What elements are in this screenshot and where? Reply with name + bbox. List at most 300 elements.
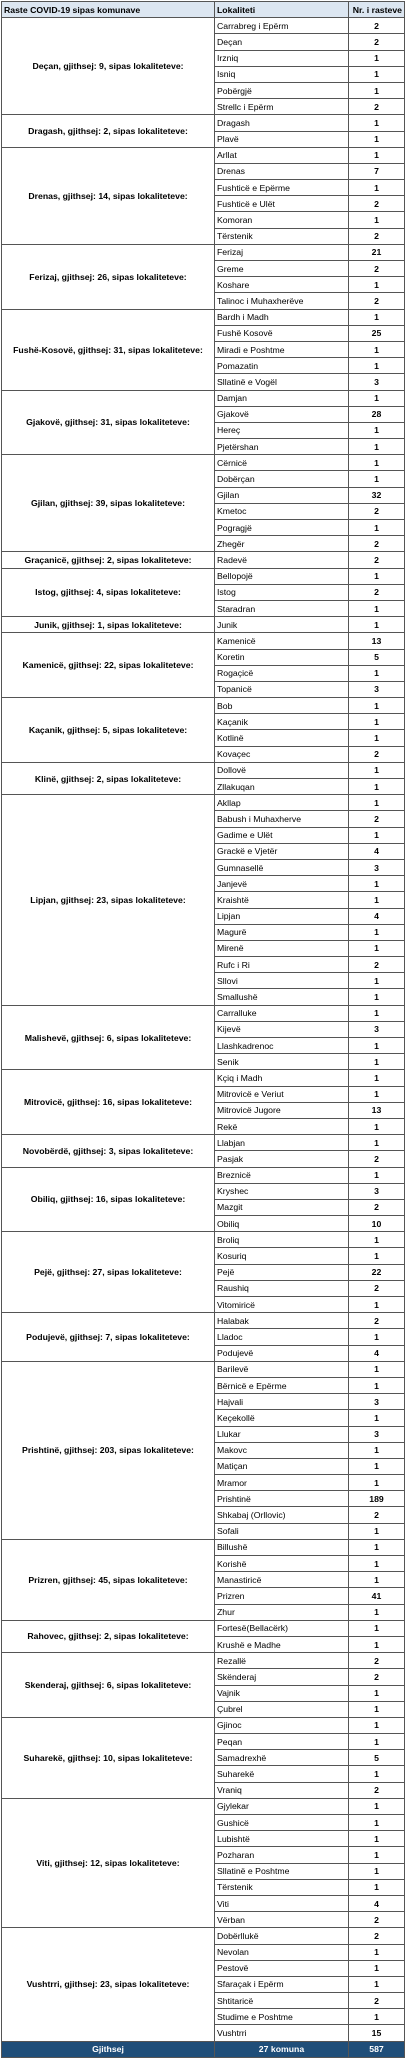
table-row <box>2 1232 405 1248</box>
municipality-cell: Drenas, gjithsej: 14, sipas lokaliteteve: <box>2 147 215 244</box>
locality-cell: Sllatinë e Poshtme <box>215 1863 349 1879</box>
case-count-cell: 1 <box>349 115 405 131</box>
case-count-cell: 1 <box>349 940 405 956</box>
table-header <box>2 2 405 18</box>
locality-cell: Senik <box>215 1054 349 1070</box>
case-count-cell: 2 <box>349 1199 405 1215</box>
case-count-cell: 1 <box>349 600 405 616</box>
locality-cell: Mitrovicë Jugore <box>215 1102 349 1118</box>
table-body <box>2 18 405 2041</box>
case-count-cell: 1 <box>349 1086 405 1102</box>
table-row <box>2 1717 405 1733</box>
locality-cell: Zllakuqan <box>215 779 349 795</box>
case-count-cell: 1 <box>349 1798 405 1814</box>
case-count-cell: 1 <box>349 455 405 471</box>
locality-cell: Prishtinë <box>215 1491 349 1507</box>
municipality-cell: Novobërdë, gjithsej: 3, sipas lokaliteteve: <box>2 1135 215 1167</box>
case-count-cell: 1 <box>349 471 405 487</box>
case-count-cell: 1 <box>349 520 405 536</box>
municipality-cell: Istog, gjithsej: 4, sipas lokaliteteve: <box>2 568 215 617</box>
locality-cell: Shkabaj (Orllovic) <box>215 1507 349 1523</box>
locality-cell: Broliq <box>215 1232 349 1248</box>
locality-cell: Matiçan <box>215 1458 349 1474</box>
locality-cell: Komoran <box>215 212 349 228</box>
case-count-cell: 3 <box>349 681 405 697</box>
case-count-cell: 1 <box>349 795 405 811</box>
locality-cell: Hereç <box>215 422 349 438</box>
case-count-cell: 1 <box>349 617 405 633</box>
case-count-cell: 1 <box>349 1620 405 1636</box>
total-municipalities: 27 komuna <box>215 2041 349 2057</box>
case-count-cell: 1 <box>349 390 405 406</box>
locality-cell: Mitrovicë e Veriut <box>215 1086 349 1102</box>
case-count-cell: 1 <box>349 309 405 325</box>
locality-cell: Rufc i Ri <box>215 957 349 973</box>
case-count-cell: 1 <box>349 358 405 374</box>
locality-cell: Kmetoc <box>215 503 349 519</box>
case-count-cell: 1 <box>349 892 405 908</box>
case-count-cell: 1 <box>349 989 405 1005</box>
case-count-cell: 10 <box>349 1216 405 1232</box>
case-count-cell: 1 <box>349 924 405 940</box>
case-count-cell: 1 <box>349 1879 405 1895</box>
locality-cell: Kamenicë <box>215 633 349 649</box>
table-row <box>2 1620 405 1636</box>
case-count-cell: 41 <box>349 1588 405 1604</box>
municipality-cell: Mitrovicë, gjithsej: 16, sipas lokaliteteve: <box>2 1070 215 1135</box>
case-count-cell: 1 <box>349 1070 405 1086</box>
locality-cell: Vajnik <box>215 1685 349 1701</box>
locality-cell: Babush i Muhaxherve <box>215 811 349 827</box>
table-row <box>2 1653 405 1669</box>
municipality-cell: Prishtinë, gjithsej: 203, sipas lokaliteteve: <box>2 1361 215 1539</box>
case-count-cell: 1 <box>349 277 405 293</box>
locality-cell: Gjilan <box>215 487 349 503</box>
locality-cell: Krushë e Madhe <box>215 1636 349 1652</box>
table-row <box>2 762 405 778</box>
locality-cell: Bërnicë e Epërme <box>215 1377 349 1393</box>
municipality-cell: Klinë, gjithsej: 2, sipas lokaliteteve: <box>2 762 215 794</box>
case-count-cell: 3 <box>349 1394 405 1410</box>
locality-cell: Samadrexhë <box>215 1750 349 1766</box>
locality-cell: Carralluke <box>215 1005 349 1021</box>
case-count-cell: 2 <box>349 1507 405 1523</box>
locality-cell: Shtitaricë <box>215 1993 349 2009</box>
locality-cell: Zhegër <box>215 536 349 552</box>
table-row <box>2 1313 405 1329</box>
locality-cell: Pejë <box>215 1264 349 1280</box>
table-row <box>2 698 405 714</box>
locality-cell: Fushticë e Ulët <box>215 196 349 212</box>
table-row <box>2 1070 405 1086</box>
case-count-cell: 1 <box>349 1572 405 1588</box>
case-count-cell: 4 <box>349 1345 405 1361</box>
case-count-cell: 1 <box>349 1118 405 1134</box>
locality-cell: Llukar <box>215 1426 349 1442</box>
total-row <box>2 2041 405 2057</box>
locality-cell: Istog <box>215 584 349 600</box>
municipality-cell: Pejë, gjithsej: 27, sipas lokaliteteve: <box>2 1232 215 1313</box>
case-count-cell: 1 <box>349 1248 405 1264</box>
case-count-cell: 13 <box>349 1102 405 1118</box>
locality-cell: Fortesë(Bellacërk) <box>215 1620 349 1636</box>
table-row <box>2 568 405 584</box>
case-count-cell: 5 <box>349 649 405 665</box>
locality-cell: Keçekollë <box>215 1410 349 1426</box>
locality-cell: Gjinoc <box>215 1717 349 1733</box>
locality-cell: Greme <box>215 261 349 277</box>
locality-cell: Barilevë <box>215 1361 349 1377</box>
case-count-cell: 2 <box>349 1782 405 1798</box>
header-case-count: Nr. i rasteve <box>349 2 405 18</box>
case-count-cell: 189 <box>349 1491 405 1507</box>
locality-cell: Korishë <box>215 1556 349 1572</box>
municipality-cell: Dragash, gjithsej: 2, sipas lokaliteteve: <box>2 115 215 147</box>
table-row <box>2 1135 405 1151</box>
locality-cell: Pogragjë <box>215 520 349 536</box>
locality-cell: Pasjak <box>215 1151 349 1167</box>
locality-cell: Smallushë <box>215 989 349 1005</box>
municipality-cell: Obiliq, gjithsej: 16, sipas lokaliteteve: <box>2 1167 215 1232</box>
locality-cell: Podujevë <box>215 1345 349 1361</box>
locality-cell: Fushë Kosovë <box>215 325 349 341</box>
locality-cell: Dobërllukë <box>215 1928 349 1944</box>
table-row <box>2 633 405 649</box>
table-row <box>2 147 405 163</box>
locality-cell: Viti <box>215 1895 349 1911</box>
locality-cell: Dragash <box>215 115 349 131</box>
locality-cell: Kovaçec <box>215 746 349 762</box>
locality-cell: Kijevë <box>215 1021 349 1037</box>
locality-cell: Bardh i Madh <box>215 309 349 325</box>
municipality-cell: Junik, gjithsej: 1, sipas lokaliteteve: <box>2 617 215 633</box>
case-count-cell: 4 <box>349 843 405 859</box>
case-count-cell: 1 <box>349 1847 405 1863</box>
covid-cases-table <box>1 1 405 2058</box>
case-count-cell: 1 <box>349 131 405 147</box>
case-count-cell: 15 <box>349 2025 405 2041</box>
table-row <box>2 455 405 471</box>
table-row <box>2 309 405 325</box>
case-count-cell: 2 <box>349 293 405 309</box>
municipality-cell: Graçanicë, gjithsej: 2, sipas lokaliteteve: <box>2 552 215 568</box>
locality-cell: Talinoc i Muhaxherëve <box>215 293 349 309</box>
locality-cell: Tërstenik <box>215 1879 349 1895</box>
locality-cell: Isniq <box>215 66 349 82</box>
locality-cell: Manastiricë <box>215 1572 349 1588</box>
locality-cell: Junik <box>215 617 349 633</box>
case-count-cell: 13 <box>349 633 405 649</box>
case-count-cell: 4 <box>349 908 405 924</box>
table-row <box>2 244 405 260</box>
case-count-cell: 2 <box>349 1313 405 1329</box>
locality-cell: Koshare <box>215 277 349 293</box>
case-count-cell: 1 <box>349 1523 405 1539</box>
case-count-cell: 2 <box>349 536 405 552</box>
locality-cell: Magurë <box>215 924 349 940</box>
locality-cell: Lladoc <box>215 1329 349 1345</box>
table-row <box>2 552 405 568</box>
table-footer <box>2 2041 405 2057</box>
case-count-cell: 2 <box>349 1151 405 1167</box>
case-count-cell: 1 <box>349 730 405 746</box>
case-count-cell: 2 <box>349 99 405 115</box>
case-count-cell: 2 <box>349 1912 405 1928</box>
case-count-cell: 2 <box>349 1993 405 2009</box>
case-count-cell: 1 <box>349 665 405 681</box>
locality-cell: Billushë <box>215 1539 349 1555</box>
locality-cell: Ferizaj <box>215 244 349 260</box>
case-count-cell: 2 <box>349 552 405 568</box>
case-count-cell: 5 <box>349 1750 405 1766</box>
locality-cell: Deçan <box>215 34 349 50</box>
case-count-cell: 1 <box>349 1442 405 1458</box>
locality-cell: Vitomiricë <box>215 1297 349 1313</box>
locality-cell: Strellc i Epërm <box>215 99 349 115</box>
case-count-cell: 1 <box>349 1232 405 1248</box>
locality-cell: Çubrel <box>215 1701 349 1717</box>
municipality-cell: Malishevë, gjithsej: 6, sipas lokaliteteve: <box>2 1005 215 1070</box>
case-count-cell: 2 <box>349 196 405 212</box>
municipality-cell: Kamenicë, gjithsej: 22, sipas lokaliteteve: <box>2 633 215 698</box>
locality-cell: Kaçanik <box>215 714 349 730</box>
locality-cell: Lipjan <box>215 908 349 924</box>
table-row <box>2 1005 405 1021</box>
total-label: Gjithsej <box>2 2041 215 2057</box>
case-count-cell: 1 <box>349 1556 405 1572</box>
case-count-cell: 1 <box>349 82 405 98</box>
locality-cell: Hajvali <box>215 1394 349 1410</box>
locality-cell: Miradi e Poshtme <box>215 341 349 357</box>
locality-cell: Breznicë <box>215 1167 349 1183</box>
table-row <box>2 795 405 811</box>
locality-cell: Topanicë <box>215 681 349 697</box>
municipality-cell: Viti, gjithsej: 12, sipas lokaliteteve: <box>2 1798 215 1928</box>
locality-cell: Pestovë <box>215 1960 349 1976</box>
locality-cell: Nevolan <box>215 1944 349 1960</box>
table-row <box>2 18 405 34</box>
case-count-cell: 2 <box>349 957 405 973</box>
locality-cell: Halabak <box>215 1313 349 1329</box>
case-count-cell: 3 <box>349 1021 405 1037</box>
case-count-cell: 1 <box>349 714 405 730</box>
locality-cell: Sllovi <box>215 973 349 989</box>
header-municipality: Raste COVID-19 sipas komunave <box>2 2 215 18</box>
municipality-cell: Skenderaj, gjithsej: 6, sipas lokaliteteve: <box>2 1653 215 1718</box>
locality-cell: Carrabreg i Epërm <box>215 18 349 34</box>
table-row <box>2 390 405 406</box>
municipality-cell: Ferizaj, gjithsej: 26, sipas lokaliteteve: <box>2 244 215 309</box>
case-count-cell: 1 <box>349 1539 405 1555</box>
locality-cell: Plavë <box>215 131 349 147</box>
locality-cell: Llabjan <box>215 1135 349 1151</box>
locality-cell: Kryshec <box>215 1183 349 1199</box>
case-count-cell: 32 <box>349 487 405 503</box>
locality-cell: Dollovë <box>215 762 349 778</box>
case-count-cell: 28 <box>349 406 405 422</box>
case-count-cell: 25 <box>349 325 405 341</box>
table-row <box>2 1928 405 1944</box>
case-count-cell: 1 <box>349 1604 405 1620</box>
table-row <box>2 617 405 633</box>
case-count-cell: 1 <box>349 212 405 228</box>
case-count-cell: 1 <box>349 1410 405 1426</box>
case-count-cell: 1 <box>349 1297 405 1313</box>
locality-cell: Kosuriq <box>215 1248 349 1264</box>
case-count-cell: 1 <box>349 2009 405 2025</box>
locality-cell: Rogaçicë <box>215 665 349 681</box>
municipality-cell: Prizren, gjithsej: 45, sipas lokaliteteve: <box>2 1539 215 1620</box>
locality-cell: Bellopojë <box>215 568 349 584</box>
locality-cell: Skënderaj <box>215 1669 349 1685</box>
locality-cell: Gjylekar <box>215 1798 349 1814</box>
case-count-cell: 1 <box>349 147 405 163</box>
case-count-cell: 1 <box>349 1863 405 1879</box>
case-count-cell: 1 <box>349 1766 405 1782</box>
locality-cell: Pomazatin <box>215 358 349 374</box>
case-count-cell: 2 <box>349 1669 405 1685</box>
municipality-cell: Gjilan, gjithsej: 39, sipas lokaliteteve: <box>2 455 215 552</box>
case-count-cell: 1 <box>349 1960 405 1976</box>
case-count-cell: 1 <box>349 973 405 989</box>
case-count-cell: 2 <box>349 1928 405 1944</box>
case-count-cell: 2 <box>349 228 405 244</box>
locality-cell: Prizren <box>215 1588 349 1604</box>
locality-cell: Raushiq <box>215 1280 349 1296</box>
locality-cell: Rezallë <box>215 1653 349 1669</box>
locality-cell: Cërnicë <box>215 455 349 471</box>
case-count-cell: 2 <box>349 503 405 519</box>
locality-cell: Pozharan <box>215 1847 349 1863</box>
locality-cell: Gadime e Ulët <box>215 827 349 843</box>
locality-cell: Obiliq <box>215 1216 349 1232</box>
case-count-cell: 1 <box>349 1475 405 1491</box>
case-count-cell: 1 <box>349 1831 405 1847</box>
case-count-cell: 1 <box>349 827 405 843</box>
case-count-cell: 1 <box>349 341 405 357</box>
case-count-cell: 1 <box>349 779 405 795</box>
locality-cell: Zhur <box>215 1604 349 1620</box>
case-count-cell: 1 <box>349 762 405 778</box>
locality-cell: Llashkadrenoc <box>215 1038 349 1054</box>
locality-cell: Sfaraçak i Epërm <box>215 1976 349 1992</box>
locality-cell: Bob <box>215 698 349 714</box>
locality-cell: Kçiq i Madh <box>215 1070 349 1086</box>
case-count-cell: 1 <box>349 698 405 714</box>
total-cases: 587 <box>349 2041 405 2057</box>
locality-cell: Gumnasellë <box>215 859 349 875</box>
case-count-cell: 3 <box>349 374 405 390</box>
municipality-cell: Suharekë, gjithsej: 10, sipas lokaliteteve: <box>2 1717 215 1798</box>
case-count-cell: 1 <box>349 1944 405 1960</box>
case-count-cell: 4 <box>349 1895 405 1911</box>
locality-cell: Sllatinë e Vogël <box>215 374 349 390</box>
locality-cell: Gjakovë <box>215 406 349 422</box>
case-count-cell: 22 <box>349 1264 405 1280</box>
header-locality: Lokaliteti <box>215 2 349 18</box>
locality-cell: Damjan <box>215 390 349 406</box>
case-count-cell: 1 <box>349 1135 405 1151</box>
case-count-cell: 2 <box>349 261 405 277</box>
municipality-cell: Podujevë, gjithsej: 7, sipas lokaliteteve: <box>2 1313 215 1362</box>
locality-cell: Tërstenik <box>215 228 349 244</box>
header-row <box>2 2 405 18</box>
case-count-cell: 1 <box>349 1976 405 1992</box>
case-count-cell: 3 <box>349 859 405 875</box>
case-count-cell: 1 <box>349 1167 405 1183</box>
case-count-cell: 2 <box>349 746 405 762</box>
case-count-cell: 1 <box>349 1038 405 1054</box>
locality-cell: Vërban <box>215 1912 349 1928</box>
case-count-cell: 2 <box>349 34 405 50</box>
case-count-cell: 1 <box>349 1636 405 1652</box>
locality-cell: Pjetërshan <box>215 439 349 455</box>
case-count-cell: 2 <box>349 1280 405 1296</box>
municipality-cell: Kaçanik, gjithsej: 5, sipas lokaliteteve: <box>2 698 215 763</box>
locality-cell: Pobërgjë <box>215 82 349 98</box>
table-row <box>2 1167 405 1183</box>
case-count-cell: 1 <box>349 180 405 196</box>
locality-cell: Janjevë <box>215 876 349 892</box>
case-count-cell: 1 <box>349 1054 405 1070</box>
case-count-cell: 1 <box>349 422 405 438</box>
locality-cell: Mazgit <box>215 1199 349 1215</box>
locality-cell: Dobërçan <box>215 471 349 487</box>
locality-cell: Akllap <box>215 795 349 811</box>
locality-cell: Suharekë <box>215 1766 349 1782</box>
case-count-cell: 2 <box>349 18 405 34</box>
locality-cell: Arllat <box>215 147 349 163</box>
case-count-cell: 21 <box>349 244 405 260</box>
case-count-cell: 2 <box>349 1653 405 1669</box>
case-count-cell: 1 <box>349 1701 405 1717</box>
case-count-cell: 1 <box>349 1377 405 1393</box>
municipality-cell: Deçan, gjithsej: 9, sipas lokaliteteve: <box>2 18 215 115</box>
table-row <box>2 115 405 131</box>
locality-cell: Mirenë <box>215 940 349 956</box>
locality-cell: Lubishtë <box>215 1831 349 1847</box>
locality-cell: Gushicë <box>215 1815 349 1831</box>
case-count-cell: 3 <box>349 1426 405 1442</box>
locality-cell: Drenas <box>215 163 349 179</box>
case-count-cell: 1 <box>349 439 405 455</box>
locality-cell: Grackë e Vjetër <box>215 843 349 859</box>
case-count-cell: 1 <box>349 66 405 82</box>
table-row <box>2 1798 405 1814</box>
locality-cell: Peqan <box>215 1734 349 1750</box>
locality-cell: Fushticë e Epërme <box>215 180 349 196</box>
locality-cell: Radevë <box>215 552 349 568</box>
locality-cell: Koretin <box>215 649 349 665</box>
case-count-cell: 1 <box>349 1815 405 1831</box>
case-count-cell: 1 <box>349 1717 405 1733</box>
locality-cell: Makovc <box>215 1442 349 1458</box>
locality-cell: Mramor <box>215 1475 349 1491</box>
locality-cell: Rekë <box>215 1118 349 1134</box>
table-row <box>2 1539 405 1555</box>
locality-cell: Staradran <box>215 600 349 616</box>
case-count-cell: 1 <box>349 1361 405 1377</box>
municipality-cell: Lipjan, gjithsej: 23, sipas lokaliteteve: <box>2 795 215 1005</box>
case-count-cell: 1 <box>349 1005 405 1021</box>
case-count-cell: 2 <box>349 811 405 827</box>
case-count-cell: 1 <box>349 568 405 584</box>
locality-cell: Vraniq <box>215 1782 349 1798</box>
case-count-cell: 2 <box>349 584 405 600</box>
case-count-cell: 7 <box>349 163 405 179</box>
case-count-cell: 1 <box>349 1734 405 1750</box>
case-count-cell: 1 <box>349 876 405 892</box>
